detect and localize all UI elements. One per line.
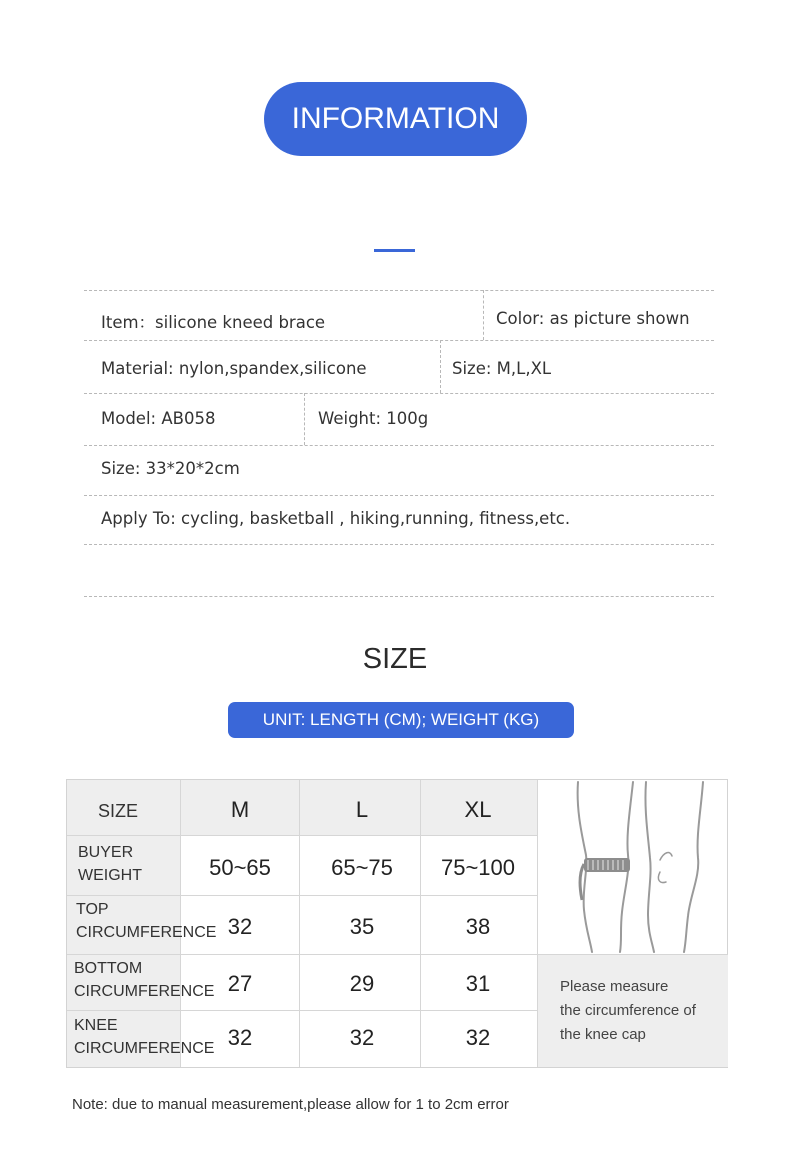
row-label-top-circumference: TOP CIRCUMFERENCE <box>76 901 217 941</box>
row-label-buyer-weight: BUYER WEIGHT <box>78 844 142 884</box>
table-cell: 29 <box>349 971 375 996</box>
table-rule <box>67 895 537 896</box>
information-badge: INFORMATION <box>264 82 527 156</box>
spec-column-divider <box>304 393 305 445</box>
table-cell: 35 <box>349 914 375 939</box>
table-cell: 27 <box>227 971 253 996</box>
spec-color: Color: as picture shown <box>496 309 690 328</box>
column-header-l: L <box>355 797 369 822</box>
spec-divider <box>84 544 714 545</box>
spec-size: Size: M,L,XL <box>452 359 552 378</box>
spec-divider <box>84 290 714 291</box>
table-cell: 38 <box>465 914 491 939</box>
row-label-knee-circumference: KNEE CIRCUMFERENCE <box>74 1017 215 1057</box>
spec-material: Material: nylon,spandex,silicone <box>101 359 367 378</box>
spec-column-divider <box>483 290 484 340</box>
spec-weight: Weight: 100g <box>318 409 429 428</box>
size-heading: SIZE <box>362 643 428 675</box>
table-cell: 32 <box>227 1025 253 1050</box>
table-rule <box>67 1010 537 1011</box>
spec-dimensions: Size: 33*20*2cm <box>101 459 240 478</box>
table-rule <box>67 954 728 955</box>
knee-illustration <box>538 780 728 954</box>
unit-badge: UNIT: LENGTH (CM); WEIGHT (KG) <box>228 702 574 738</box>
table-cell: 50~65 <box>209 855 271 880</box>
table-cell: 32 <box>227 914 253 939</box>
spec-divider <box>84 340 714 341</box>
accent-divider <box>374 249 415 252</box>
footnote: Note: due to manual measurement,please allow for 1 to 2cm error <box>72 1096 509 1113</box>
table-cell: 32 <box>465 1025 491 1050</box>
spec-apply: Apply To: cycling, basketball , hiking,running, fitness,etc. <box>101 509 571 528</box>
row-label-bottom-circumference: BOTTOM CIRCUMFERENCE <box>74 960 215 1000</box>
spec-divider <box>84 393 714 394</box>
table-rule <box>67 835 537 836</box>
table-cell: 75~100 <box>440 855 516 880</box>
column-header-m: M <box>230 797 250 822</box>
size-corner-label: SIZE <box>98 801 139 821</box>
spec-model: Model: AB058 <box>101 409 216 428</box>
spec-divider <box>84 445 714 446</box>
spec-divider <box>84 596 714 597</box>
column-header-xl: XL <box>464 797 492 822</box>
table-cell: 31 <box>465 971 491 996</box>
table-cell: 32 <box>349 1025 375 1050</box>
spec-divider <box>84 495 714 496</box>
measure-instruction: Please measure the circumference of the knee cap <box>560 978 696 1043</box>
spec-column-divider <box>440 340 441 393</box>
spec-item: Item：silicone kneed brace <box>101 313 326 332</box>
table-cell: 65~75 <box>331 855 393 880</box>
